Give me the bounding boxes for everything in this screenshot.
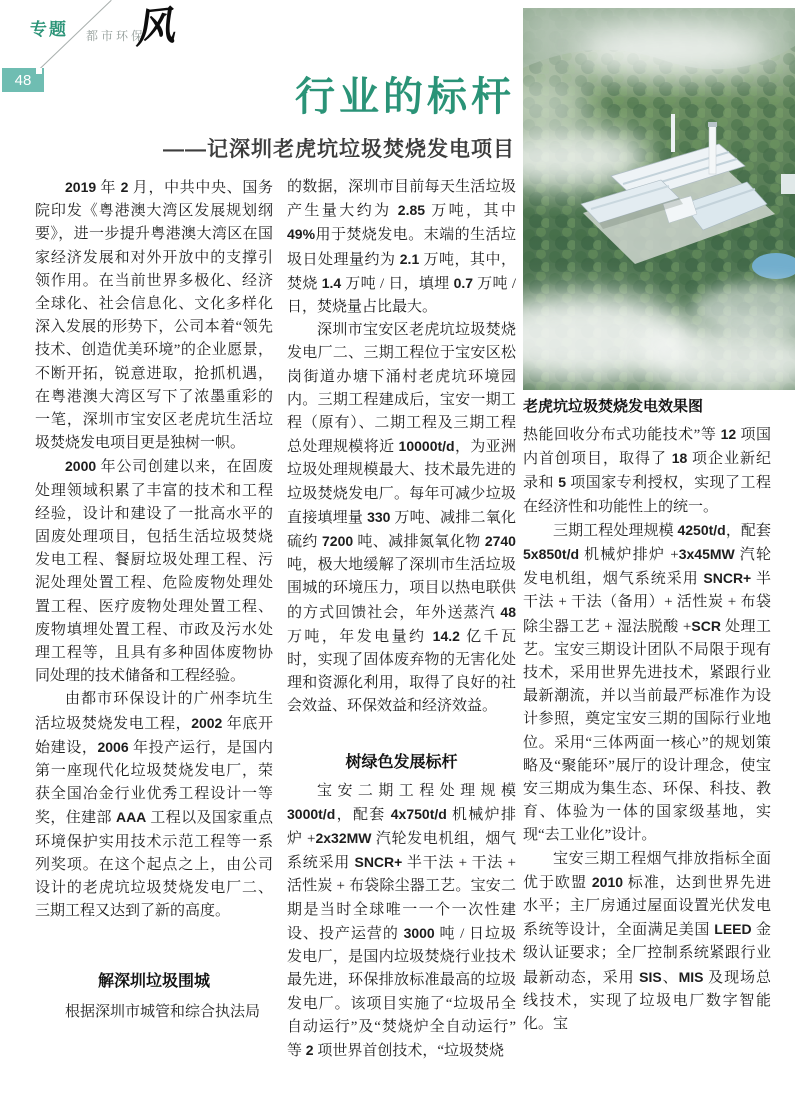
- paragraph: 宝安三期工程烟气排放指标全面优于欧盟 2010 标准，达到世界先进水平；主厂房通过屋面设置光伏发电系统等设计，全面满足美国 LEED 金级认证要求；全厂控制系统紧跟行业最新动态，采用 SIS、MIS 及现场总线技术，实现了垃圾电厂数字智能化。宝: [523, 850, 771, 1033]
- paragraph: 根据深圳市城管和综合执法局: [65, 1003, 261, 1020]
- paragraph: 的数据，深圳市目前每天生活垃圾产生量大约为 2.85 万吨，其中 49%用于焚烧发电。末端的生活垃圾日处理量约为 2.1 万吨，其中，焚烧 1.4 万吨 / 日，填埋 0.7 万吨 / 日，焚烧量占比最大。: [287, 179, 516, 316]
- section-tag: 专题: [30, 20, 68, 39]
- page-number-badge-notch: [36, 68, 42, 74]
- plant-aerial-rendering-image: [523, 8, 795, 390]
- page-number: 48: [14, 71, 32, 89]
- text-column-1: [35, 176, 273, 1024]
- section-heading: 解深圳垃圾围城: [97, 972, 210, 990]
- article-title: 行业的标杆: [295, 75, 515, 119]
- paragraph: 2000 年公司创建以来，在固废处理领域积累了丰富的技术和工程经验，设计和建设了一批高水平的固废处理项目，包括生活垃圾焚烧发电工程、餐厨垃圾处理工程、污泥处理处置工程、危险废物处理处置工程、医疗废物处理处置工程、废物填埋处置工程、市政及污水处理工程等，且具有多种固体废物协同处理的技术储备和工程经验。: [35, 458, 273, 685]
- text-column-3: [523, 8, 795, 1036]
- photo-caption: 老虎坑垃圾焚烧发电效果图: [523, 398, 704, 415]
- paragraph: 深圳市宝安区老虎坑垃圾焚烧发电厂二、三期工程位于宝安区松岗街道办塘下涌村老虎坑环境园内。三期工程建成后，宝安一期工程（原有）、二期工程及三期工程总处理规模将近 10000t/d，为亚洲垃圾处理规模最大、技术最先进的垃圾焚烧发电厂。每年可减少垃圾直接填埋量 330 万吨、减排二氧化硫约 7200 吨、减排氮氧化物 2740 吨，极大地缓解了深圳市生活垃圾围城的环境压力，项目以热电联供的方式回馈社会，年外送蒸汽 48 万吨，年发电量约 14.2 亿千瓦时，实现了固体废弃物的无害化处理和资源化利用，取得了良好的社会效益、环保效益和经济效益。: [287, 322, 516, 715]
- text-column-2: [287, 176, 516, 1063]
- paragraph: 2019 年 2 月，中共中央、国务院印发《粤港澳大湾区发展规划纲要》，进一步提升粤港澳大湾区在国家经济发展和对外开放中的支撑引领作用。在当前世界多极化、经济全球化、社会信息化、文化多样化深入发展的形势下，公司本着“领先技术、创造优美环境”的企业愿景，不断开拓，锐意进取，抢抓机遇，在粤港澳大湾区写下了浓墨重彩的一笔，深圳市宝安区老虎坑生活垃圾焚烧发电项目更是独树一帜。: [35, 179, 273, 452]
- section-heading: 树绿色发展标杆: [345, 753, 458, 771]
- publication-brand: 都市环保: [86, 29, 147, 43]
- paragraph: 热能回收分布式功能技术”等 12 项国内首创项目，取得了 18 项企业新纪录和 5 项国家专利授权，实现了工程在经济性和功能性上的统一。: [523, 426, 771, 515]
- paragraph: 三期工程处理规模 4250t/d，配套 5x850t/d 机械炉排炉 +3x45MW 汽轮发电机组，烟气系统采用 SNCR+ 半干法 + 干法（备用）+ 活性炭 + 布袋除尘器工艺 + 湿法脱酸 +SCR 处理工艺。宝安三期设计团队不局限于现有技术，采用世界先进技术，紧跟行业最新潮流，并以当前最严标准作为设计参照，奠定宝安三期的国际行业地位。采用“三体两面一核心”的规划策略及“聚能环”展厅的设计理念，使宝安三期成为集生态、环保、科技、教育、体验为一体的国家级基地，实现“去工业化”设计。: [523, 521, 771, 844]
- paragraph: 由都市环保设计的广州李坑生活垃圾焚烧发电工程，2002 年底开始建设，2006 年投产运行，是国内第一座现代化垃圾焚烧发电厂，荣获全国冶金行业优秀工程设计一等奖，住建部 AAA 工程以及国家重点环境保护实用技术示范工程等一系列奖项。在这个起点之上，由公司设计的老虎坑垃圾焚烧发电厂二、三期工程又达到了新的高度。: [35, 691, 273, 920]
- brand-calligraphy-mark: 风: [131, 2, 177, 53]
- article-subtitle: ——记深圳老虎坑垃圾焚烧发电项目: [163, 138, 515, 161]
- paragraph: 宝安二期工程处理规模 3000t/d，配套 4x750t/d 机械炉排炉 +2x32MW 汽轮发电机组，烟气系统采用 SNCR+ 半干法 + 干法 + 活性炭 + 布袋除尘器工艺。宝安二期是当时全球唯一一个一次性建设、投产运营的 3000 吨 / 日垃圾发电厂，是国内垃圾焚烧行业技术最先进，环保排放标准最高的垃圾发电厂。该项目实施了“垃圾吊全自动运行”及“焚烧炉全自动运行” 等 2 项世界首创技术，“垃圾焚烧: [287, 782, 516, 1059]
